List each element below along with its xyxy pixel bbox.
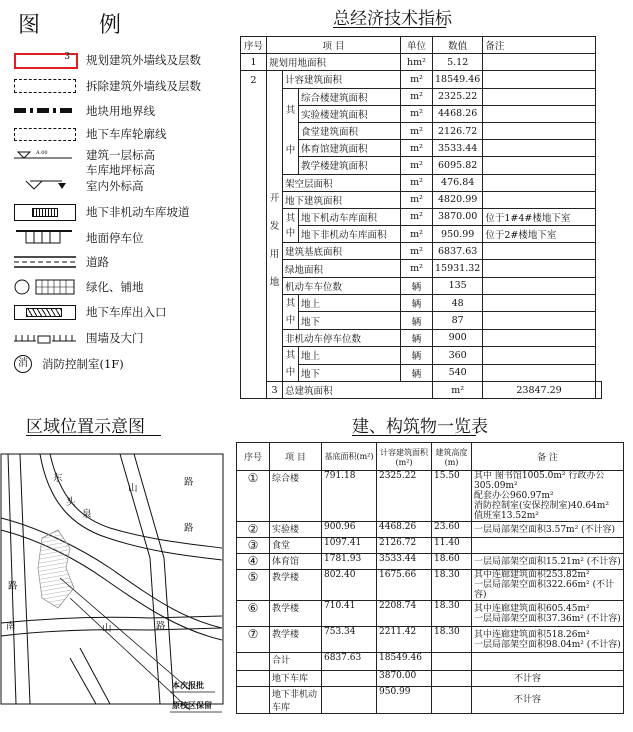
- building-cell: 3533.44: [377, 554, 432, 570]
- building-cell: 753.34: [322, 627, 377, 653]
- building-note-line: 一层局部架空面积15.21m² (不计容): [474, 556, 621, 567]
- planned-wall-symbol: [12, 51, 78, 69]
- building-cell: 15.50: [432, 471, 472, 522]
- econ-header: 序号: [241, 37, 267, 54]
- econ-cell: 地上: [299, 294, 401, 312]
- building-cell: 2211.42: [377, 627, 432, 653]
- econ-cell: 体育馆建筑面积: [299, 140, 401, 157]
- building-cell: 合计: [270, 653, 322, 671]
- road-line: [20, 454, 30, 704]
- econ-cell: m²: [401, 191, 433, 208]
- table-row: [241, 260, 602, 277]
- table-row: [241, 277, 602, 294]
- building-cell: [432, 653, 472, 671]
- econ-cell: m²: [401, 122, 433, 139]
- econ-cell: 23847.29: [483, 382, 595, 399]
- buildings-header: 项 目: [270, 443, 322, 471]
- qi-char: 其: [285, 350, 296, 361]
- building-note-line: 一层局部架空面积322.66m² (不计容): [474, 580, 615, 600]
- building-cell: 18.30: [432, 601, 472, 627]
- legend-label: 地块用地界线: [86, 104, 155, 118]
- road-line: [1, 518, 222, 628]
- legend-label: 室内外标高: [86, 179, 144, 193]
- econ-cell: 辆: [401, 277, 433, 294]
- location-title-underline: [26, 435, 161, 436]
- buildings-header: 备 注: [472, 443, 624, 471]
- building-cell: ⑥: [237, 601, 270, 627]
- building-note-cell: [472, 687, 624, 714]
- econ-cell: 地上: [299, 347, 401, 365]
- econ-cell: 辆: [401, 294, 433, 312]
- map-frame: [1, 454, 223, 704]
- econ-cell: [483, 71, 595, 88]
- legend-title: 图 例: [18, 13, 147, 38]
- building-cell: 1781.93: [322, 554, 377, 570]
- map-label: 路: [184, 477, 194, 488]
- zhong-char: 中: [285, 145, 296, 157]
- building-cell: [237, 671, 270, 687]
- legend-item-road: [12, 252, 109, 272]
- building-cell: 综合楼: [270, 471, 322, 522]
- buildings-header: 计容建筑面积(m²): [377, 443, 432, 471]
- legend-label: 绿化、铺地: [86, 280, 144, 294]
- building-cell: ③: [237, 538, 270, 554]
- table-row: [241, 243, 602, 260]
- econ-cell: [483, 260, 595, 277]
- building-cell: 18.60: [432, 554, 472, 570]
- econ-cell: 1: [241, 54, 267, 71]
- legend-label: 道路: [86, 255, 109, 269]
- econ-cell: m²: [401, 243, 433, 260]
- zhong-char: 中: [285, 314, 296, 326]
- econ-cell: [483, 174, 595, 191]
- qi-char: 其: [285, 212, 296, 224]
- econ-cell: 6095.82: [433, 157, 483, 174]
- buildings-body: [237, 471, 624, 714]
- building-cell: 18.30: [432, 627, 472, 653]
- building-cell: 实验楼: [270, 522, 322, 538]
- wall-gate-symbol: [12, 329, 78, 347]
- building-note-line: 其中连廊建筑面积518.26m²: [474, 629, 590, 640]
- map-label: 路: [184, 523, 194, 534]
- econ-cell: 计容建筑面积: [283, 71, 401, 88]
- building-note-line: 配套办公960.97m²: [474, 491, 554, 501]
- garage-entrance-symbol: [12, 303, 78, 321]
- econ-cell: 教学楼建筑面积: [299, 157, 401, 174]
- econ-cell: 4820.99: [433, 191, 483, 208]
- econ-cell: [595, 382, 601, 399]
- econ-cell: 建筑基底面积: [283, 243, 401, 260]
- buildings-header: 建筑高度(m): [432, 443, 472, 471]
- legend-label: 地下车库轮廓线: [86, 127, 167, 141]
- legend-item-boundary: [12, 101, 155, 121]
- group-char: 地: [269, 277, 280, 289]
- table-row: [241, 54, 602, 71]
- zhong-char: 中: [285, 367, 296, 378]
- map-label: 山: [128, 483, 138, 494]
- qizhong-label: [283, 88, 299, 174]
- econ-cell: [483, 347, 595, 365]
- legend-label: 地下车库出入口: [86, 305, 167, 319]
- building-cell: 802.40: [322, 570, 377, 601]
- legend-item-fire-control: [12, 354, 124, 374]
- econ-cell: [483, 54, 595, 71]
- legend-item-wall-gate: [12, 328, 144, 348]
- building-cell: 教学楼: [270, 570, 322, 601]
- table-row: [241, 208, 602, 225]
- road-symbol: [12, 253, 78, 271]
- econ-cell: [483, 122, 595, 139]
- econ-title-underline: [333, 27, 446, 28]
- building-note-line: 一层局部架空面积98.04m² (不计容): [474, 639, 621, 650]
- building-cell: ⑤: [237, 570, 270, 601]
- econ-cell: 地下建筑面积: [283, 191, 401, 208]
- building-cell: 食堂: [270, 538, 322, 554]
- econ-cell: 实验楼建筑面积: [299, 105, 401, 122]
- table-row: [241, 191, 602, 208]
- table-row: [241, 329, 602, 346]
- econ-cell: 900: [433, 329, 483, 346]
- econ-cell: [483, 105, 595, 122]
- group-char: 开: [269, 193, 280, 205]
- qizhong-label: [283, 347, 299, 382]
- econ-cell: 4468.26: [433, 105, 483, 122]
- building-cell: [432, 687, 472, 714]
- group-char: 发: [269, 221, 280, 233]
- econ-cell: m²: [401, 260, 433, 277]
- table-row: [237, 570, 624, 601]
- econ-header-row: [241, 37, 602, 54]
- legend-label: 拆除建筑外墙线及层数: [86, 79, 201, 93]
- econ-cell: 位于1#4#楼地下室: [483, 208, 595, 225]
- building-note-cell: [472, 570, 624, 601]
- group-label: [267, 71, 283, 382]
- table-row: [241, 294, 602, 312]
- building-cell: 1097.41: [322, 538, 377, 554]
- econ-header: 备注: [483, 37, 595, 54]
- building-note-line: 其中连廊建筑面积605.45m²: [474, 603, 590, 614]
- econ-cell: 3533.44: [433, 140, 483, 157]
- legend-item-parking: [12, 228, 144, 248]
- legend-label: 围墙及大门: [86, 331, 144, 345]
- econ-cell: 架空层面积: [283, 174, 401, 191]
- table-row: [237, 687, 624, 714]
- econ-cell: 辆: [401, 364, 433, 382]
- building-cell: 地下非机动车库: [270, 687, 322, 714]
- building-cell: 791.18: [322, 471, 377, 522]
- econ-cell: 位于2#楼地下室: [483, 226, 595, 243]
- building-note-cell: [472, 471, 624, 522]
- building-cell: ②: [237, 522, 270, 538]
- boundary-line-symbol: [12, 102, 78, 120]
- building-cell: 3870.00: [377, 671, 432, 687]
- building-cell: ④: [237, 554, 270, 570]
- demolished-wall-symbol: [12, 77, 78, 95]
- buildings-title: 建、构筑物一览表: [352, 417, 488, 437]
- table-row: [237, 471, 624, 522]
- bike-ramp-symbol: [12, 203, 78, 221]
- econ-cell: 476.84: [433, 174, 483, 191]
- buildings-table: [236, 442, 624, 714]
- econ-cell: 18549.46: [433, 71, 483, 88]
- building-note-line: 其中 图书馆1005.0m² 行政办公305.09m²: [474, 471, 605, 491]
- building-cell: 18549.46: [377, 653, 432, 671]
- econ-cell: 地下: [299, 364, 401, 382]
- econ-cell: 3870.00: [433, 208, 483, 225]
- building-note-line: 不计容: [514, 695, 542, 705]
- building-cell: 23.60: [432, 522, 472, 538]
- this-site-label: 本次报批: [172, 681, 204, 690]
- econ-cell: m²: [401, 105, 433, 122]
- parking-symbol: [12, 229, 78, 247]
- building-note-line: 值班室13.52m²: [474, 511, 539, 521]
- map-label: 东: [53, 473, 63, 484]
- econ-cell: [483, 294, 595, 312]
- legend-label: 建筑一层标高: [86, 148, 155, 162]
- site-area: [38, 530, 74, 608]
- econ-cell: 48: [433, 294, 483, 312]
- legend-label: 地面停车位: [86, 231, 144, 245]
- building-cell: ⑦: [237, 627, 270, 653]
- table-row: [237, 538, 624, 554]
- econ-cell: m²: [401, 208, 433, 225]
- building-note-line: 不计容: [514, 673, 542, 684]
- econ-cell: 2126.72: [433, 122, 483, 139]
- econ-cell: [483, 312, 595, 330]
- econ-cell: 非机动车停车位数: [283, 329, 401, 346]
- econ-cell: 950.99: [433, 226, 483, 243]
- fire-control-symbol: [12, 355, 34, 373]
- building-note-cell: [472, 671, 624, 687]
- qi-char: 其: [285, 105, 296, 117]
- econ-cell: [483, 88, 595, 105]
- building-cell: 地下车库: [270, 671, 322, 687]
- table-row: [241, 347, 602, 365]
- garage-outline-symbol: [12, 125, 78, 143]
- econ-header: 单位: [401, 37, 433, 54]
- legend-item-demolished-wall: [12, 76, 201, 96]
- building-cell: [237, 653, 270, 671]
- building-cell: [322, 687, 377, 714]
- map-label: 山: [102, 623, 112, 634]
- group-char: 用: [269, 249, 280, 261]
- econ-cell: 机动车车位数: [283, 277, 401, 294]
- building-cell: 2208.74: [377, 601, 432, 627]
- building-cell: 教学楼: [270, 601, 322, 627]
- road-line: [70, 658, 96, 704]
- building-note-cell: [472, 554, 624, 570]
- legend-label: 消防控制室(1F): [42, 357, 124, 371]
- legend-label: 规划建筑外墙线及层数: [86, 53, 201, 67]
- econ-cell: 总建筑面积: [283, 382, 433, 399]
- econ-cell: 地下机动车库面积: [299, 208, 401, 225]
- econ-cell: 辆: [401, 329, 433, 346]
- econ-cell: [483, 243, 595, 260]
- qizhong-label: [283, 208, 299, 242]
- econ-cell: 87: [433, 312, 483, 330]
- econ-header: 数值: [433, 37, 483, 54]
- svg-text:A.00: A.00: [36, 150, 48, 156]
- econ-cell: [483, 364, 595, 382]
- buildings-header: 序号: [237, 443, 270, 471]
- econ-header: 项 目: [267, 37, 401, 54]
- legend-item-green: [12, 277, 144, 297]
- building-note-line: 其中连廊建筑面积253.82m²: [474, 570, 590, 580]
- qizhong-label: [283, 294, 299, 329]
- fire-control-glyph: 消: [14, 355, 32, 373]
- building-cell: [322, 671, 377, 687]
- table-row: [237, 554, 624, 570]
- building-cell: 2325.22: [377, 471, 432, 522]
- building-cell: 6837.63: [322, 653, 377, 671]
- econ-cell: m²: [401, 157, 433, 174]
- buildings-title-underline: [352, 435, 476, 436]
- reserved-label: 原校区保留: [172, 701, 212, 710]
- econ-cell: m²: [401, 226, 433, 243]
- map-label: 泉: [82, 509, 92, 520]
- econ-cell: 135: [433, 277, 483, 294]
- map-label: 南: [6, 621, 16, 632]
- building-note-line: 一层局部架空面积37.36m² (不计容): [474, 613, 621, 624]
- buildings-header-row: [237, 443, 624, 471]
- building-cell: 950.99: [377, 687, 432, 714]
- econ-cell: [483, 140, 595, 157]
- econ-cell: 辆: [401, 312, 433, 330]
- table-row: [241, 88, 602, 105]
- building-cell: 4468.26: [377, 522, 432, 538]
- econ-cell: m²: [401, 88, 433, 105]
- econ-cell: 6837.63: [433, 243, 483, 260]
- econ-cell: 规划用地面积: [267, 54, 401, 71]
- building-cell: 18.30: [432, 570, 472, 601]
- road-line: [134, 454, 174, 704]
- table-row: [237, 601, 624, 627]
- buildings-header: 基底面积(m²): [322, 443, 377, 471]
- floor-count: 3: [64, 52, 70, 62]
- building-note-line: 一层局部架空面积3.57m² (不计容): [474, 524, 616, 535]
- econ-cell: 15931.32: [433, 260, 483, 277]
- building-cell: 1675.66: [377, 570, 432, 601]
- building-cell: 11.40: [432, 538, 472, 554]
- table-row: [237, 522, 624, 538]
- econ-cell: m²: [401, 140, 433, 157]
- map-label: 路: [8, 581, 18, 592]
- econ-cell: 3: [267, 382, 283, 399]
- table-row: [237, 627, 624, 653]
- econ-table: [240, 36, 602, 399]
- table-row: [237, 671, 624, 687]
- building-note-cell: [472, 627, 624, 653]
- econ-cell: m²: [401, 174, 433, 191]
- building-note-cell: [472, 522, 624, 538]
- legend-item-bike-ramp: [12, 202, 190, 222]
- econ-cell: m²: [433, 382, 483, 399]
- building-cell: 710.41: [322, 601, 377, 627]
- building-cell: [237, 687, 270, 714]
- econ-cell: 2: [241, 71, 267, 399]
- econ-cell: 360: [433, 347, 483, 365]
- econ-cell: 食堂建筑面积: [299, 122, 401, 139]
- econ-cell: 辆: [401, 347, 433, 365]
- leader-line: [70, 598, 190, 710]
- building-note-line: 消防控制室(安保控制室)40.64m²: [474, 501, 609, 511]
- leader-line: [60, 578, 190, 690]
- zhong-char: 中: [285, 227, 296, 239]
- building-cell: 体育馆: [270, 554, 322, 570]
- legend-label: 地下非机动车库坡道: [86, 205, 190, 219]
- econ-cell: 2325.22: [433, 88, 483, 105]
- indoor-outdoor-symbol: [12, 177, 78, 195]
- econ-cell: 地下: [299, 312, 401, 330]
- legend-item-garage-outline: [12, 124, 167, 144]
- table-row: [237, 653, 624, 671]
- location-title: 区域位置示意图: [26, 417, 145, 437]
- building-note-cell: [472, 538, 624, 554]
- econ-cell: [483, 277, 595, 294]
- econ-title: 总经济技术指标: [333, 9, 452, 29]
- legend-item-planned-wall: [12, 50, 201, 70]
- road-line: [80, 648, 110, 704]
- qi-char: 其: [285, 297, 296, 309]
- econ-cell: 绿地面积: [283, 260, 401, 277]
- econ-cell: 5.12: [433, 54, 483, 71]
- building-cell: 2126.72: [377, 538, 432, 554]
- building-cell: [432, 671, 472, 687]
- building-cell: ①: [237, 471, 270, 522]
- building-note-cell: [472, 601, 624, 627]
- table-row: [241, 71, 602, 88]
- building-cell: 900.96: [322, 522, 377, 538]
- econ-cell: [483, 191, 595, 208]
- econ-cell: 综合楼建筑面积: [299, 88, 401, 105]
- building-cell: 教学楼: [270, 627, 322, 653]
- econ-cell: 地下非机动车库面积: [299, 226, 401, 243]
- econ-cell: 540: [433, 364, 483, 382]
- table-row: [241, 174, 602, 191]
- map-label: 路: [156, 621, 166, 632]
- legend-item-garage-entrance: [12, 302, 167, 322]
- legend-label: 车库地坪标高: [86, 163, 155, 177]
- econ-cell: [483, 329, 595, 346]
- econ-cell: hm²: [401, 54, 433, 71]
- econ-cell: [483, 157, 595, 174]
- green-paving-symbol: [12, 278, 78, 296]
- table-row: [241, 382, 602, 399]
- econ-cell: m²: [401, 71, 433, 88]
- building-note-cell: [472, 653, 624, 671]
- map-label: 头: [66, 497, 76, 508]
- legend-item-indoor-outdoor: [12, 176, 144, 196]
